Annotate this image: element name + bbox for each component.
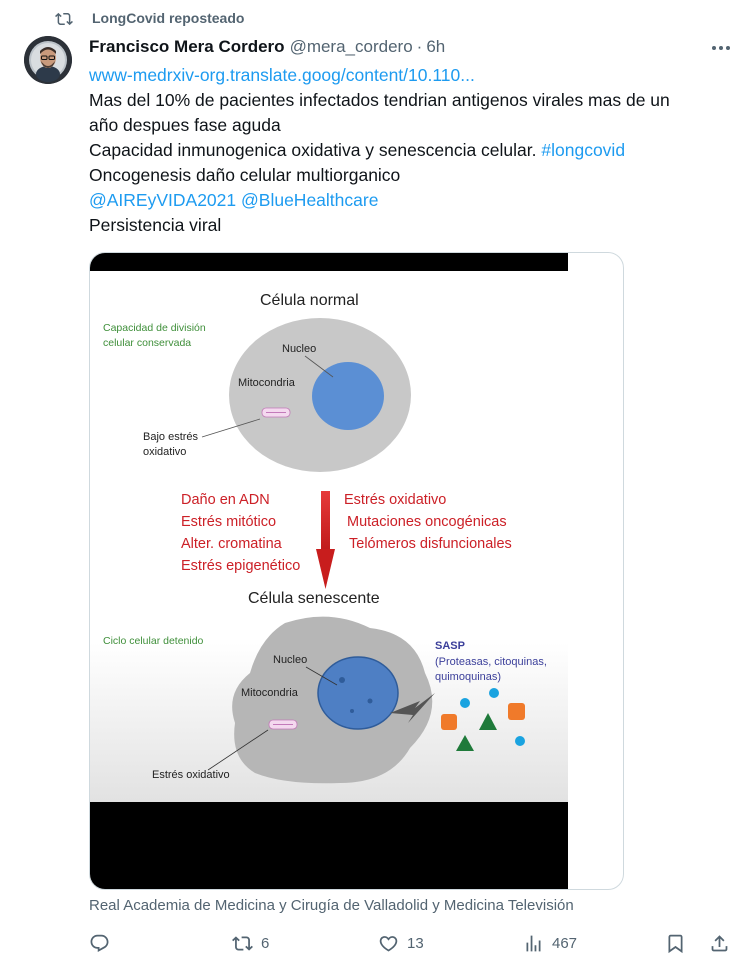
views-button[interactable] [523, 930, 577, 956]
letterbox-bottom [90, 802, 568, 890]
label-estres-oxidativo: Estrés oxidativo [152, 769, 230, 781]
retweet-icon [232, 933, 253, 954]
tweet-line-3-text: Capacidad inmunogenica oxidativa y senescencia celular. [89, 140, 537, 160]
normal-nucleus [312, 362, 384, 430]
tweet-line-3 [89, 138, 734, 163]
sasp-square [508, 703, 525, 720]
label-nucleo: Nucleo [282, 343, 317, 355]
cause-right-0: Estrés oxidativo [344, 492, 447, 508]
label-nucleo-2: Nucleo [273, 654, 308, 666]
sasp-line-2: quimoquinas) [435, 671, 502, 683]
label-bajo-estres-2: oxidativo [143, 446, 187, 458]
label-bajo-estres-1: Bajo estrés [143, 431, 199, 443]
tweet-text [89, 63, 734, 238]
avatar[interactable] [24, 36, 72, 84]
division-line-2: celular conservada [103, 337, 192, 349]
share-button[interactable] [709, 930, 730, 956]
sasp-line-1: (Proteasas, citoquinas, [435, 656, 547, 668]
senescent-nucleus [318, 657, 398, 729]
cause-left-1: Estrés mitótico [181, 514, 277, 530]
cause-left-2: Alter. cromatina [181, 536, 282, 552]
senescence-diagram [90, 253, 624, 890]
avatar-image [24, 36, 72, 84]
more-icon[interactable] [708, 38, 734, 58]
label-mitocondria-2: Mitocondria [241, 687, 298, 699]
retweet-button[interactable] [232, 930, 269, 956]
tweet-line-2: año despues fase aguda [89, 115, 281, 135]
share-icon [709, 933, 730, 954]
tweet-line-4: Oncogenesis daño celular multiorganico [89, 165, 401, 185]
tweet-line-1: Mas del 10% de pacientes infectados tendrian antigenos virales mas de un [89, 90, 670, 110]
bookmark-button[interactable] [665, 930, 686, 956]
letterbox-top [90, 253, 568, 271]
title-normal: Célula normal [260, 292, 359, 309]
author-name[interactable]: Francisco Mera Cordero [89, 37, 285, 56]
views-icon [523, 933, 544, 954]
cause-left-3: Estrés epigenético [181, 558, 301, 574]
like-count: 13 [407, 934, 424, 952]
hashtag-longcovid[interactable]: #longcovid [541, 140, 626, 160]
cause-right-1: Mutaciones oncogénicas [347, 514, 507, 530]
views-count: 467 [552, 934, 578, 952]
down-arrow-shaft [321, 491, 330, 551]
sasp-dot [460, 698, 470, 708]
cause-left-0: Daño en ADN [181, 492, 270, 508]
label-mitocondria: Mitocondria [238, 377, 295, 389]
tweet-line-5 [89, 188, 734, 213]
media-image[interactable] [89, 252, 624, 890]
repost-label[interactable]: LongCovid reposteado [92, 10, 245, 26]
bookmark-icon [665, 933, 686, 954]
repost-icon [54, 10, 74, 28]
reply-icon [89, 933, 110, 954]
retweet-count: 6 [261, 934, 270, 952]
cause-right-2: Telómeros disfuncionales [349, 536, 512, 552]
sasp-dot [515, 736, 525, 746]
like-button[interactable] [378, 930, 424, 956]
mention-aireyvida[interactable]: @AIREyVIDA2021 [89, 190, 237, 210]
sasp-dot [489, 688, 499, 698]
separator: · [416, 37, 423, 56]
title-senescent: Célula senescente [248, 590, 380, 607]
reply-button[interactable] [89, 930, 118, 956]
tweet-line-6: Persistencia viral [89, 215, 222, 235]
division-line-1: Capacidad de división [103, 322, 206, 334]
mention-bluehealthcare[interactable]: @BlueHealthcare [241, 190, 379, 210]
sasp-square [441, 714, 457, 730]
timestamp[interactable]: 6h [426, 37, 446, 56]
like-icon [378, 933, 399, 954]
tweet-header [89, 36, 445, 58]
sasp-title: SASP [435, 640, 465, 652]
ciclo-label: Ciclo celular detenido [103, 635, 204, 647]
action-bar [89, 930, 734, 956]
media-source[interactable]: Real Academia de Medicina y Cirugía de Valladolid y Medicina Televisión [89, 897, 574, 914]
author-handle[interactable]: @mera_cordero [289, 37, 413, 56]
tweet-link[interactable]: www-medrxiv-org.translate.goog/content/10.110... [89, 65, 475, 85]
